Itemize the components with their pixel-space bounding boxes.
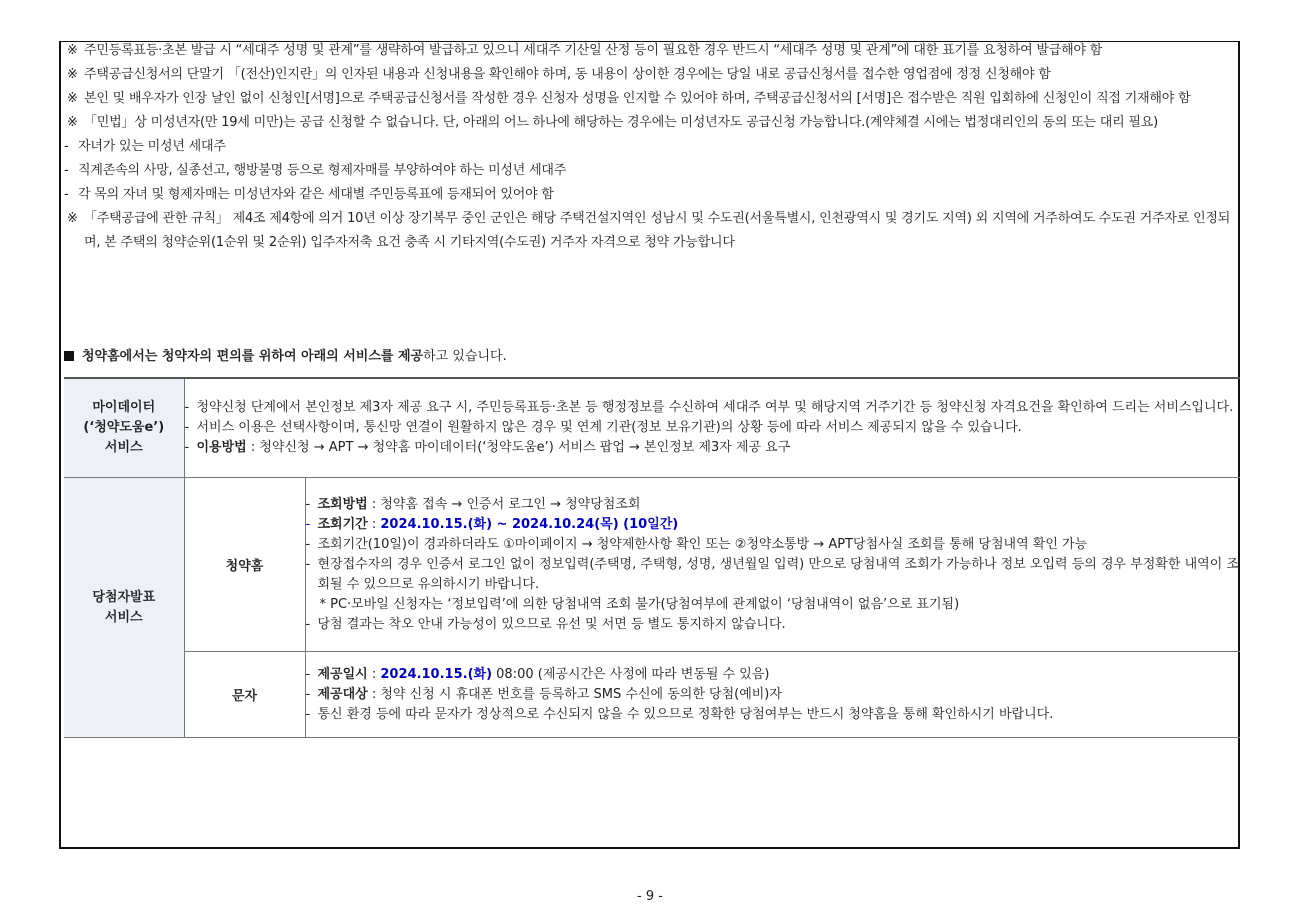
line-text: 서비스 이용은 선택사항이며, 통신망 연결이 원활하지 않은 경우 및 연계 기관(정보 보유기관)의 상황 등에 따라 서비스 제공되지 않을 수 있습니다. xyxy=(196,420,1022,435)
note-mark: - xyxy=(64,187,69,202)
heading-bold-text: 청약홈에서는 청약자의 편의를 위하여 아래의 서비스를 제공 xyxy=(82,349,424,364)
note-text: 직계존속의 사망, 실종선고, 행방불명 등으로 형제자매를 부양하여야 하는 미성년 세대주 xyxy=(78,163,567,178)
note-item xyxy=(64,87,1239,111)
sms-line: - 제공대상 : 청약 신청 시 휴대폰 번호를 등록하고 SMS 수신에 동의한 당첨(예비)자 xyxy=(305,686,782,702)
line-bold-text: 조회기간 xyxy=(317,516,368,532)
note-item xyxy=(64,183,1239,207)
mydata-label: 서비스 xyxy=(104,440,143,455)
winner-label: 서비스 xyxy=(104,609,143,625)
line-text: 조회기간(10일)이 경과하더라도 ①마이페이지 → 청약제한사항 확인 또는 ②청약소통방 → APT당첨사실 조회를 통해 당첨내역 확인 가능 xyxy=(317,536,1088,552)
line-text: 08:00 (제공시간은 사정에 따라 변동될 수 있음) xyxy=(492,666,770,682)
mydata-content-cell xyxy=(184,378,1240,478)
winner-line: - 조회기간(10일)이 경과하더라도 ①마이페이지 → 청약제한사항 확인 또는 ②청약소통방 → APT당첨사실 조회를 통해 당첨내역 확인 가능 xyxy=(305,536,1088,552)
note-mark: ※ xyxy=(67,67,78,82)
winner-sms-content-cell xyxy=(305,652,1240,738)
mydata-line: - 서비스 이용은 선택사항이며, 통신망 연결이 원활하지 않은 경우 및 연계 기관(정보 보유기관)의 상황 등에 따라 서비스 제공되지 않을 수 있습니다. xyxy=(184,420,1022,435)
line-text: : 청약신청 → APT → 청약홈 마이데이터(‘청약도움e’) 서비스 팝업 → 본인정보 제3자 제공 요구 xyxy=(246,440,791,455)
line-text: : 청약 신청 시 휴대폰 번호를 등록하고 SMS 수신에 동의한 당첨(예비)자 xyxy=(367,686,782,702)
winner-home-content-cell xyxy=(305,478,1240,652)
line-bold-text: 제공대상 xyxy=(317,686,368,702)
mydata-label: 마이데이터 xyxy=(92,400,156,415)
winner-line: - 현장접수자의 경우 인증서 로그인 없이 정보입력(주택명, 주택형, 성명, 생년월일 입력) 만으로 당첨내역 조회가 가능하나 정보 오입력 등의 경우 부정확한 내역이 조회될 수 있으므로 유의하시기 바랍니다. xyxy=(305,556,1239,592)
note-text: 본인 및 배우자가 인장 날인 없이 신청인[서명]으로 주택공급신청서를 작성한 경우 신청자 성명을 인지할 수 있어야 하며, 주택공급신청서의 [서명]은 접수받은 직원 입회하에 신청인이 직접 기재해야 함 xyxy=(84,91,1191,106)
line-text: 청약신청 단계에서 본인정보 제3자 제공 요구 시, 주민등록표등·초본 등 행정정보를 수신하여 세대주 여부 및 해당지역 거주기간 등 청약신청 자격요건을 확인하여 드리는 서비스입니다. xyxy=(196,400,1234,415)
line-text: 현장접수자의 경우 인증서 로그인 없이 정보입력(주택명, 주택형, 성명, 생년월일 입력) 만으로 당첨내역 조회가 가능하나 정보 오입력 등의 경우 부정확한 내역이 조회될 수 있으므로 유의하시기 바랍니다. xyxy=(317,556,1239,592)
note-item xyxy=(64,207,1239,255)
line-bold-text: 조회방법 xyxy=(317,496,368,512)
note-mark: - xyxy=(64,163,69,178)
services-table xyxy=(64,377,1240,738)
line-text: : xyxy=(367,516,381,532)
line-text: 통신 환경 등에 따라 문자가 정상적으로 수신되지 않을 수 있으므로 정확한 당첨여부는 반드시 청약홈을 통해 확인하시기 바랍니다. xyxy=(317,706,1054,722)
note-item xyxy=(64,135,1239,159)
mydata-label-cell xyxy=(64,378,184,478)
winner-label: 당첨자발표 xyxy=(92,589,156,605)
line-text: 당첨 결과는 착오 안내 가능성이 있으므로 유선 및 서면 등 별도 통지하지 않습니다. xyxy=(317,616,786,632)
line-bold-text: 제공일시 xyxy=(317,666,368,682)
date-range-text: 2024.10.15.(화) ~ 2024.10.24(목) (10일간) xyxy=(380,516,679,532)
winner-line xyxy=(306,595,1241,615)
note-mark: - xyxy=(64,139,69,154)
mydata-line: - 이용방법 : 청약신청 → APT → 청약홈 마이데이터(‘청약도움e’) 서비스 팝업 → 본인정보 제3자 제공 요구 xyxy=(184,440,791,455)
note-item xyxy=(64,159,1239,183)
note-text: 주민등록표등·초본 발급 시 “세대주 성명 및 관계”를 생략하여 발급하고 있으니 세대주 기산일 산정 등이 필요한 경우 반드시 “세대주 성명 및 관계”에 대한 표기를 요청하여 발급해야 함 xyxy=(84,43,1103,58)
note-mark: ※ xyxy=(67,43,78,58)
note-mark: ※ xyxy=(67,211,78,226)
notes-section xyxy=(64,39,1239,255)
winner-label-cell xyxy=(64,478,184,738)
note-mark: ※ xyxy=(67,91,78,106)
mydata-label: (‘청약도움e’) xyxy=(83,420,165,435)
table-row xyxy=(64,378,1240,478)
table-row xyxy=(64,652,1240,738)
line-bold-text: 이용방법 xyxy=(196,440,247,455)
sms-line: - 제공일시 : 2024.10.15.(화) 08:00 (제공시간은 사정에 따라 변동될 수 있음) xyxy=(305,666,770,682)
line-text: : 청약홈 접속 → 인증서 로그인 → 청약당첨조회 xyxy=(367,496,641,512)
note-item xyxy=(64,111,1239,135)
note-text: 「주택공급에 관한 규칙」 제4조 제4항에 의거 10년 이상 장기복무 중인 군인은 해당 주택건설지역인 성남시 및 수도권(서울특별시, 인천광역시 및 경기도 지역) 외 지역에 거주하여도 수도권 거주자로 인정되며, 본 주택의 청약순위(1순위 및 2순위) 입주자저축 요건 충족 시 기타지역(수도권) 거주자 자격으로 청약 가능합니다 xyxy=(84,211,1231,250)
note-mark: ※ xyxy=(67,115,78,130)
page-number: - 9 - xyxy=(637,889,663,904)
note-text: 자녀가 있는 미성년 세대주 xyxy=(78,139,226,154)
line-text: * PC·모바일 신청자는 ‘정보입력’에 의한 당첨내역 조회 불가(당첨여부에 관계없이 ‘당첨내역이 없음’으로 표기됨) xyxy=(319,596,960,612)
line-text: : xyxy=(367,666,381,682)
heading-rest-text: 하고 있습니다. xyxy=(423,349,507,364)
mydata-line: - 청약신청 단계에서 본인정보 제3자 제공 요구 시, 주민등록표등·초본 등 행정정보를 수신하여 세대주 여부 및 해당지역 거주기간 등 청약신청 자격요건을 확인하여 드리는 서비스입니다. xyxy=(184,400,1234,415)
subservice-label-sms: 문자 xyxy=(184,652,305,738)
sms-line: - 통신 환경 등에 따라 문자가 정상적으로 수신되지 않을 수 있으므로 정확한 당첨여부는 반드시 청약홈을 통해 확인하시기 바랍니다. xyxy=(305,706,1054,722)
winner-line: - 조회기간 : 2024.10.15.(화) ~ 2024.10.24(목) (10일간) xyxy=(305,516,679,532)
section-heading xyxy=(64,347,507,367)
table-row xyxy=(64,478,1240,652)
note-text: 「민법」상 미성년자(만 19세 미만)는 공급 신청할 수 없습니다. 단, 아래의 어느 하나에 해당하는 경우에는 미성년자도 공급신청 가능합니다.(계약체결 시에는 법정대리인의 동의 또는 대리 필요) xyxy=(84,115,1159,130)
date-text: 2024.10.15.(화) xyxy=(380,666,493,682)
winner-line: - 조회방법 : 청약홈 접속 → 인증서 로그인 → 청약당첨조회 xyxy=(305,496,641,512)
note-item xyxy=(64,63,1239,87)
winner-line: - 당첨 결과는 착오 안내 가능성이 있으므로 유선 및 서면 등 별도 통지하지 않습니다. xyxy=(305,616,786,632)
note-item xyxy=(64,39,1239,63)
subservice-label-home: 청약홈 xyxy=(184,478,305,652)
note-text: 주택공급신청서의 단말기 「(전산)인지란」의 인자된 내용과 신청내용을 확인해야 하며, 동 내용이 상이한 경우에는 당일 내로 공급신청서를 접수한 영업점에 정정 신청해야 함 xyxy=(84,67,1051,82)
square-bullet-icon xyxy=(64,351,74,361)
note-text: 각 목의 자녀 및 형제자매는 미성년자와 같은 세대별 주민등록표에 등재되어 있어야 함 xyxy=(78,187,554,202)
